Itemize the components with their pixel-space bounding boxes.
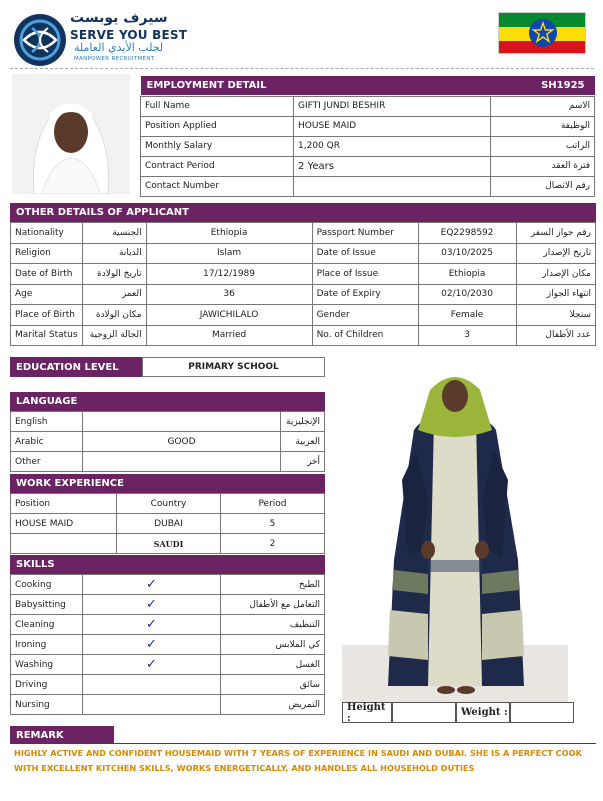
- language-header: LANGUAGE: [10, 392, 325, 411]
- cell-l2: No. of Children: [312, 325, 418, 346]
- table-row: [11, 243, 596, 264]
- logo-arabic-name: سيرف يوبست: [70, 10, 168, 26]
- table-row: [11, 635, 325, 655]
- reference-number: SH1925: [541, 80, 585, 92]
- table-row: [11, 615, 325, 635]
- skill-arabic-label: التنظيف: [221, 615, 325, 635]
- cell-v2: 03/10/2025: [418, 243, 516, 264]
- cell-v1: Islam: [146, 243, 312, 264]
- cell-v1: Married: [146, 325, 312, 346]
- cell-l1: Religion: [11, 243, 83, 264]
- applicant-full-photo: [342, 360, 568, 702]
- contract-value: 2 Years: [294, 156, 491, 176]
- cell-a1: الجنسية: [82, 223, 146, 244]
- arabic-level-value: GOOD: [83, 432, 281, 452]
- skill-label: Nursing: [11, 695, 83, 715]
- language-table: [10, 411, 325, 472]
- cell-v1: Ethiopia: [146, 223, 312, 244]
- table-row: HOUSE MAID DUBAI 5: [11, 514, 325, 534]
- table-row: [11, 305, 596, 326]
- other-details-header: OTHER DETAILS OF APPLICANT: [10, 203, 596, 222]
- table-header-row: Position Country Period: [11, 494, 325, 514]
- header-divider: [10, 68, 594, 69]
- cell-l1: Date of Birth: [11, 264, 83, 285]
- logo-english-name: SERVE YOU BEST: [70, 28, 188, 42]
- cell-v2: 02/10/2030: [418, 284, 516, 305]
- ethiopia-flag-icon: [498, 12, 586, 54]
- cell-l1: Nationality: [11, 223, 83, 244]
- skills-header: SKILLS: [10, 555, 325, 574]
- table-row: [11, 595, 325, 615]
- table-row: [11, 264, 596, 285]
- cell-a2: رقم جواز السفر: [516, 223, 595, 244]
- other-details-table: [10, 222, 596, 346]
- cell-l1: Marital Status: [11, 325, 83, 346]
- check-icon: ✓: [146, 637, 157, 652]
- table-row: Other أخر: [11, 452, 325, 472]
- skill-check-cell: [83, 675, 221, 695]
- table-row: Arabic GOOD العربية: [11, 432, 325, 452]
- employment-detail-header: EMPLOYMENT DETAIL SH1925: [141, 76, 595, 95]
- cell-a1: الحالة الزوجية: [82, 325, 146, 346]
- work-experience-table: [10, 493, 325, 554]
- skill-label: Driving: [11, 675, 83, 695]
- cell-l2: Place of Issue: [312, 264, 418, 285]
- cell-l2: Gender: [312, 305, 418, 326]
- cell-v1: 36: [146, 284, 312, 305]
- cell-a1: العمر: [82, 284, 146, 305]
- table-row: SAUDI 2: [11, 534, 325, 554]
- cell-a1: الديانة: [82, 243, 146, 264]
- cell-v1: JAWICHILALO: [146, 305, 312, 326]
- cell-l1: Age: [11, 284, 83, 305]
- table-row: [11, 284, 596, 305]
- skill-check-cell: [83, 575, 221, 595]
- cell-a2: انتهاء الجواز: [516, 284, 595, 305]
- company-logo: [14, 10, 188, 66]
- remark-header: REMARK: [10, 726, 114, 744]
- cell-l1: Place of Birth: [11, 305, 83, 326]
- salary-value: 1,200 QR: [294, 136, 491, 156]
- check-icon: ✓: [146, 657, 157, 672]
- cell-a2: سنجلا: [516, 305, 595, 326]
- table-row: [11, 575, 325, 595]
- table-row: [11, 655, 325, 675]
- check-icon: ✓: [146, 617, 157, 632]
- skill-arabic-label: التعامل مع الأطفال: [221, 595, 325, 615]
- cell-v1: 17/12/1989: [146, 264, 312, 285]
- cell-v2: Ethiopia: [418, 264, 516, 285]
- skill-check-cell: [83, 635, 221, 655]
- position-value: HOUSE MAID: [294, 116, 491, 136]
- applicant-portrait: [12, 74, 130, 194]
- table-row: [11, 695, 325, 715]
- height-label: Height :: [342, 702, 392, 723]
- weight-value: [510, 702, 574, 723]
- full-name-value: GIFTI JUNDI BESHIR: [294, 96, 491, 116]
- table-row: Contact Number رقم الاتصال: [141, 176, 595, 196]
- cell-a1: تاريخ الولادة: [82, 264, 146, 285]
- table-row: English الإنجليزية: [11, 412, 325, 432]
- skills-table: [10, 574, 325, 715]
- globe-logo-icon: [14, 14, 66, 66]
- logo-tagline: MANPOWER RECRUITMENT: [74, 56, 155, 62]
- cell-l2: Passport Number: [312, 223, 418, 244]
- table-row: [11, 325, 596, 346]
- measurement-row: [342, 702, 574, 723]
- logo-arabic-subtitle: لجلب الأيدي العاملة: [74, 41, 164, 54]
- table-row: [11, 223, 596, 244]
- contact-value: [294, 176, 491, 196]
- skill-label: Ironing: [11, 635, 83, 655]
- cell-a2: تاريخ الإصدار: [516, 243, 595, 264]
- skill-label: Cleaning: [11, 615, 83, 635]
- table-row: Position Applied HOUSE MAID الوظيفة: [141, 116, 595, 136]
- skill-label: Cooking: [11, 575, 83, 595]
- skill-label: Babysitting: [11, 595, 83, 615]
- cell-v2: EQ2298592: [418, 223, 516, 244]
- skill-arabic-label: التمريض: [221, 695, 325, 715]
- skill-arabic-label: الطبخ: [221, 575, 325, 595]
- skill-check-cell: [83, 595, 221, 615]
- employment-detail-table: [140, 76, 595, 197]
- table-row: [11, 675, 325, 695]
- skill-arabic-label: كي الملابس: [221, 635, 325, 655]
- remark-divider: [114, 726, 596, 744]
- cell-a2: عدد الأطفال: [516, 325, 595, 346]
- cell-v2: Female: [418, 305, 516, 326]
- education-value: PRIMARY SCHOOL: [142, 357, 325, 377]
- skill-arabic-label: الغسل: [221, 655, 325, 675]
- cell-l2: Date of Expiry: [312, 284, 418, 305]
- check-icon: ✓: [146, 597, 157, 612]
- cell-l2: Date of Issue: [312, 243, 418, 264]
- skill-check-cell: [83, 655, 221, 675]
- skill-check-cell: [83, 615, 221, 635]
- table-row: Monthly Salary 1,200 QR الراتب: [141, 136, 595, 156]
- work-experience-header: WORK EXPERIENCE: [10, 474, 325, 493]
- remark-text: HIGHLY ACTIVE AND CONFIDENT HOUSEMAID WITH 7 YEARS OF EXPERIENCE IN SAUDI AND DUBAI. SHE IS A PERFECT COOK WITH EXCELLENT KITCHEN SKILLS, WORKS ENERGETICALLY, AND HANDLES ALL HOUSEHOLD DUTIES: [14, 748, 582, 773]
- height-value: [392, 702, 456, 723]
- skill-check-cell: [83, 695, 221, 715]
- skill-label: Washing: [11, 655, 83, 675]
- cell-v2: 3: [418, 325, 516, 346]
- table-row: Contract Period 2 Years فترة العقد: [141, 156, 595, 176]
- education-header: EDUCATION LEVEL: [10, 357, 142, 377]
- check-icon: ✓: [146, 577, 157, 592]
- skill-arabic-label: سائق: [221, 675, 325, 695]
- weight-label: Weight :: [456, 702, 510, 723]
- cell-a1: مكان الولادة: [82, 305, 146, 326]
- cell-a2: مكان الإصدار: [516, 264, 595, 285]
- table-row: Full Name GIFTI JUNDI BESHIR الاسم: [141, 96, 595, 116]
